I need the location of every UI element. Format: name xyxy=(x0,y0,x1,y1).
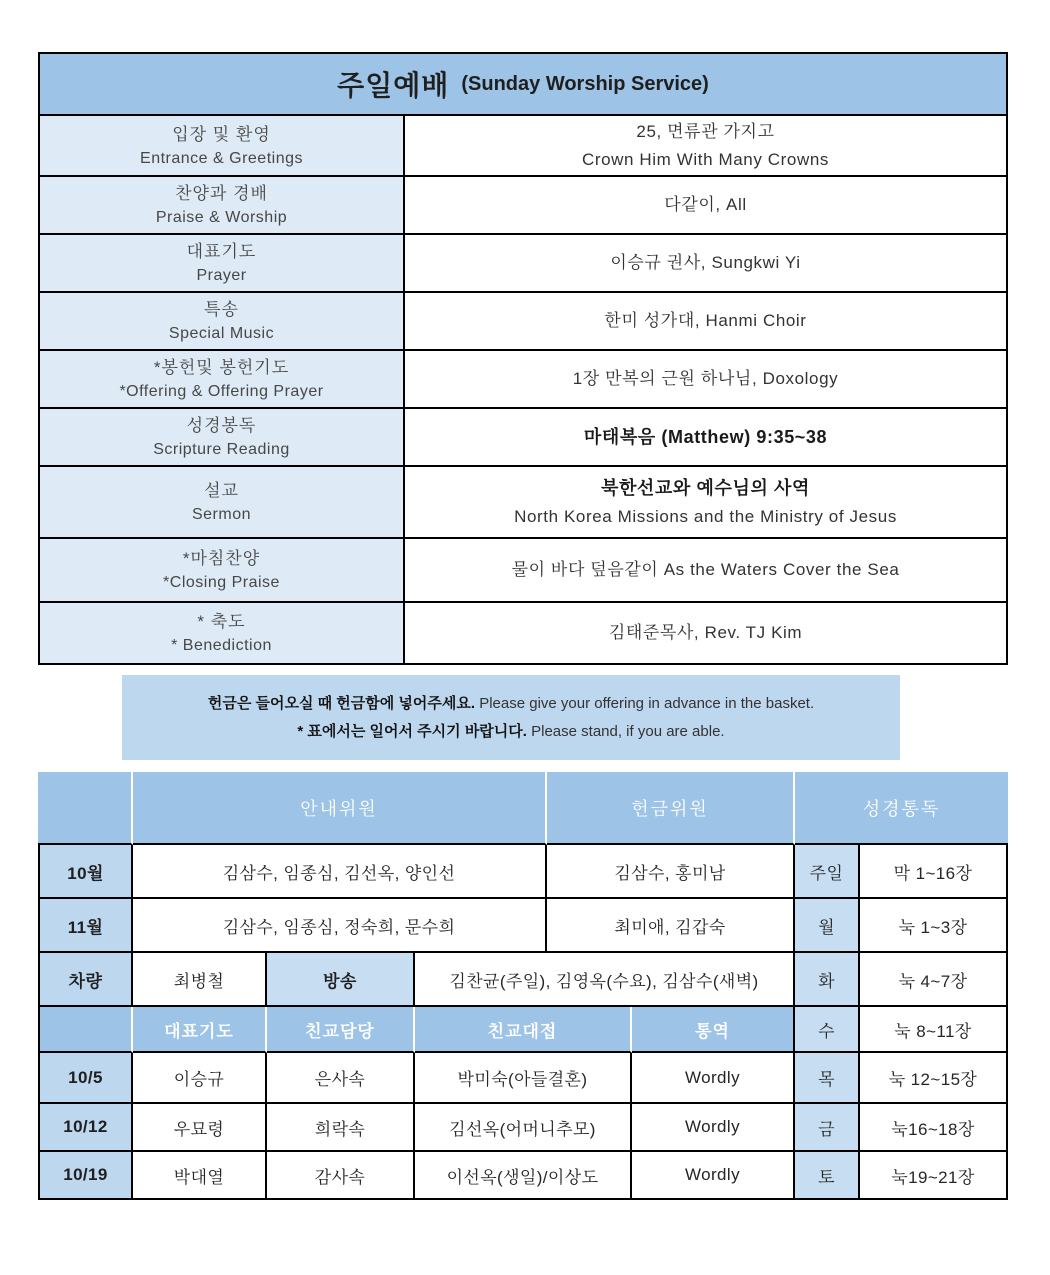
offering-notice-box xyxy=(122,675,900,760)
duty-header-fellowship-lead: 친교담당 xyxy=(267,1007,415,1053)
label-korean: 찬양과 경배 xyxy=(175,184,268,204)
worship-title-english: (Sunday Worship Service) xyxy=(461,72,709,95)
worship-row-label xyxy=(40,539,405,601)
interpretation-name: Wordly xyxy=(632,1053,795,1104)
worship-row-label xyxy=(40,293,405,349)
worship-row-offering xyxy=(40,349,1006,407)
worship-row-label xyxy=(40,116,405,175)
day-of-week: 화 xyxy=(795,953,860,1007)
worship-row-value xyxy=(405,467,1006,537)
duty-row-october xyxy=(38,845,1008,899)
notice-line-1 xyxy=(208,690,814,718)
day-of-week: 토 xyxy=(795,1152,860,1200)
duty-row-vehicle xyxy=(38,953,1008,1007)
interpretation-name: Wordly xyxy=(632,1104,795,1152)
day-of-week: 수 xyxy=(795,1007,860,1053)
label-english: Prayer xyxy=(196,267,247,285)
offering-names: 김삼수, 홍미남 xyxy=(547,845,795,899)
label-korean: 입장 및 환영 xyxy=(172,124,271,144)
worship-row-value xyxy=(405,116,1006,175)
label-english: Scripture Reading xyxy=(153,441,290,459)
worship-row-label xyxy=(40,603,405,663)
date-label: 10/12 xyxy=(38,1104,133,1152)
duty-header-offering: 헌금위원 xyxy=(547,772,795,845)
label-english: *Offering & Offering Prayer xyxy=(119,383,324,401)
worship-row-label xyxy=(40,235,405,291)
offering-names: 최미애, 김갑숙 xyxy=(547,899,795,953)
value-line-2: North Korea Missions and the Ministry of Jesus xyxy=(514,506,897,526)
value-line-1: 1장 만복의 근원 하나님, Doxology xyxy=(572,369,839,389)
duty-header-row-2 xyxy=(38,1007,1008,1053)
worship-row-label xyxy=(40,467,405,537)
bible-reading-range: 눅19~21장 xyxy=(860,1152,1008,1200)
value-line-1: 북한선교와 예수님의 사역 xyxy=(600,478,811,498)
fellowship-serve-name: 김선옥(어머니추모) xyxy=(415,1104,632,1152)
vehicle-label: 차량 xyxy=(38,953,133,1007)
duty-row-date-1 xyxy=(38,1053,1008,1104)
label-korean: 특송 xyxy=(204,300,239,320)
label-english: * Benediction xyxy=(171,637,272,655)
worship-row-value xyxy=(405,409,1006,465)
fellowship-lead-group: 감사속 xyxy=(267,1152,415,1200)
worship-row-benediction xyxy=(40,601,1006,663)
day-of-week: 월 xyxy=(795,899,860,953)
day-of-week: 금 xyxy=(795,1104,860,1152)
notice-line-2 xyxy=(297,718,724,746)
duty-header-bible-reading: 성경통독 xyxy=(795,772,1008,845)
fellowship-lead-group: 은사속 xyxy=(267,1053,415,1104)
worship-row-label xyxy=(40,177,405,233)
label-english: Special Music xyxy=(168,325,275,343)
date-label: 10/19 xyxy=(38,1152,133,1200)
worship-row-value xyxy=(405,539,1006,601)
label-english: Entrance & Greetings xyxy=(140,149,303,167)
fellowship-lead-group: 희락속 xyxy=(267,1104,415,1152)
value-line-2: Crown Him With Many Crowns xyxy=(581,149,830,169)
duty-header-prayer: 대표기도 xyxy=(133,1007,267,1053)
label-korean: * 축도 xyxy=(197,612,246,632)
worship-order-table xyxy=(38,52,1008,665)
label-korean: 대표기도 xyxy=(186,242,257,262)
notice-line-2-english: Please stand, if you are able. xyxy=(531,722,725,740)
worship-row-closing-praise xyxy=(40,537,1006,601)
value-line-1: 25, 면류관 가지고 xyxy=(636,122,775,142)
vehicle-driver: 최병철 xyxy=(133,953,267,1007)
value-line-1: 마태복음 (Matthew) 9:35~38 xyxy=(583,426,828,447)
duty-header-fellowship-serve: 친교대접 xyxy=(415,1007,632,1053)
duty-header-empty-cell xyxy=(38,772,133,845)
notice-line-1-korean: 헌금은 들어오실 때 헌금함에 넣어주세요. xyxy=(207,694,476,712)
label-english: *Closing Praise xyxy=(163,574,280,592)
day-of-week: 목 xyxy=(795,1053,860,1104)
month-label: 10월 xyxy=(38,845,133,899)
worship-row-value xyxy=(405,293,1006,349)
worship-row-praise xyxy=(40,175,1006,233)
worship-row-sermon xyxy=(40,465,1006,537)
duty-header-row-1 xyxy=(38,772,1008,845)
interpretation-name: Wordly xyxy=(632,1152,795,1200)
bible-reading-range: 막 1~16장 xyxy=(860,845,1008,899)
bible-reading-range: 눅 1~3장 xyxy=(860,899,1008,953)
broadcast-names: 김찬균(주일), 김영옥(수요), 김삼수(새벽) xyxy=(415,953,795,1007)
worship-row-value xyxy=(405,603,1006,663)
duty-row-date-3 xyxy=(38,1152,1008,1200)
broadcast-label: 방송 xyxy=(267,953,415,1007)
worship-title-korean: 주일예배 xyxy=(337,70,450,101)
date-label: 10/5 xyxy=(38,1053,133,1104)
label-korean: 설교 xyxy=(204,481,239,501)
worship-row-value xyxy=(405,351,1006,407)
bible-reading-range: 눅 4~7장 xyxy=(860,953,1008,1007)
worship-row-value xyxy=(405,177,1006,233)
label-english: Sermon xyxy=(191,506,252,524)
fellowship-serve-name: 이선옥(생일)/이상도 xyxy=(415,1152,632,1200)
worship-row-special-music xyxy=(40,291,1006,349)
ushers-names: 김삼수, 임종심, 김선옥, 양인선 xyxy=(133,845,547,899)
worship-table-header xyxy=(40,54,1006,114)
value-line-1: 다같이, All xyxy=(664,195,747,215)
value-line-1: 한미 성가대, Hanmi Choir xyxy=(604,311,807,331)
notice-line-2-korean: * 표에서는 일어서 주시기 바랍니다. xyxy=(297,722,527,740)
prayer-name: 박대열 xyxy=(133,1152,267,1200)
worship-row-label xyxy=(40,409,405,465)
worship-row-prayer xyxy=(40,233,1006,291)
notice-line-1-english: Please give your offering in advance in the basket. xyxy=(479,694,815,712)
prayer-name: 우묘령 xyxy=(133,1104,267,1152)
bible-reading-range: 눅16~18장 xyxy=(860,1104,1008,1152)
duty-row-november xyxy=(38,899,1008,953)
day-of-week: 주일 xyxy=(795,845,860,899)
duty-schedule-table xyxy=(38,772,1008,1200)
worship-row-entrance xyxy=(40,114,1006,175)
bulletin-sheet xyxy=(38,52,1008,1200)
label-korean: *마침찬양 xyxy=(182,549,261,569)
label-korean: *봉헌및 봉헌기도 xyxy=(153,358,290,378)
duty-header2-empty-cell xyxy=(38,1007,133,1053)
value-line-1: 김태준목사, Rev. TJ Kim xyxy=(608,623,803,643)
worship-row-value xyxy=(405,235,1006,291)
month-label: 11월 xyxy=(38,899,133,953)
worship-row-scripture xyxy=(40,407,1006,465)
worship-row-label xyxy=(40,351,405,407)
label-korean: 성경봉독 xyxy=(186,416,257,436)
duty-row-date-2 xyxy=(38,1104,1008,1152)
value-line-1: 물이 바다 덮음같이 As the Waters Cover the Sea xyxy=(511,560,900,580)
bible-reading-range: 눅 8~11장 xyxy=(860,1007,1008,1053)
fellowship-serve-name: 박미숙(아들결혼) xyxy=(415,1053,632,1104)
label-english: Praise & Worship xyxy=(155,209,288,227)
duty-header-ushers: 안내위원 xyxy=(133,772,547,845)
duty-header-interpretation: 통역 xyxy=(632,1007,795,1053)
ushers-names: 김삼수, 임종심, 정숙희, 문수희 xyxy=(133,899,547,953)
prayer-name: 이승규 xyxy=(133,1053,267,1104)
bible-reading-range: 눅 12~15장 xyxy=(860,1053,1008,1104)
value-line-1: 이승규 권사, Sungkwi Yi xyxy=(610,253,801,273)
